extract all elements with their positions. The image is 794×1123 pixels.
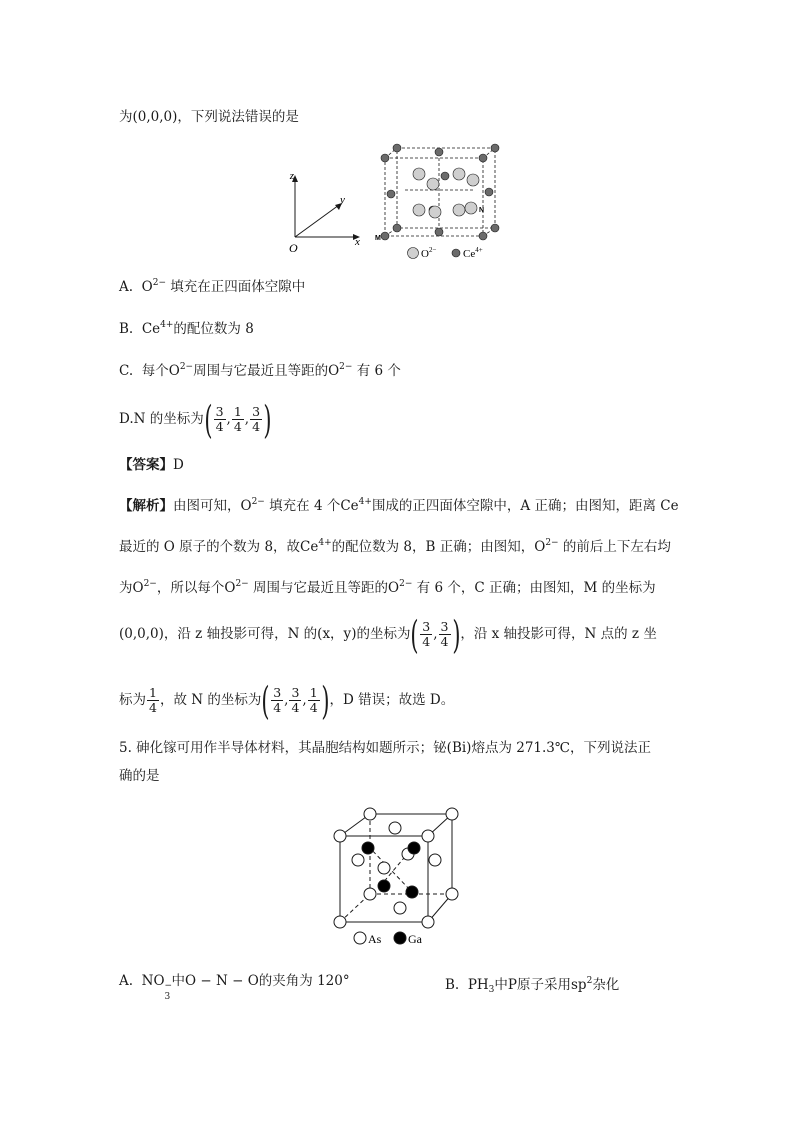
legend-as-label: As	[368, 932, 382, 946]
legend-ga-label: Ga	[408, 932, 422, 946]
option-c: C. 每个$O^{2-}$周围与它最近且等距的$O^{2-}$ 有 6 个	[119, 362, 401, 379]
option-d: D.N 的坐标为( $\frac{3}{4}$ , $\frac{1}{4}$ , $\frac{3}{4}$ )	[119, 397, 272, 442]
q5-option-b: B. $PH_3$中P原子采用$sp^2$杂化	[445, 976, 620, 995]
ceo2-cell-figure	[375, 140, 505, 266]
label-m: M	[375, 235, 381, 242]
legend-o-label: $O^{2-}$	[421, 246, 437, 260]
option-b: B. $Ce^{4+}$的配位数为 8	[119, 320, 254, 337]
axis-x-label: x	[355, 236, 360, 248]
question-intro: 为(0,0,0)，下列说法错误的是	[119, 109, 299, 125]
question-5-line-2: 确的是	[119, 768, 160, 784]
label-n: N	[479, 207, 485, 214]
axis-z-label: z	[289, 170, 294, 182]
answer: 【答案】D	[119, 457, 184, 473]
option-a: A. $O^{2-}$ 填充在正四面体空隙中	[119, 278, 306, 295]
legend-ga-swatch	[394, 932, 406, 944]
legend-ce-swatch	[452, 249, 460, 257]
legend-as-swatch	[354, 932, 366, 944]
analysis-line-1: 【解析】由图可知，$O^{2-}$ 填充在 4 个$Ce^{4+}$围成的正四面体空隙中，A 正确；由图知，距离 Ce	[119, 497, 679, 514]
analysis-line-3: 为$O^{2-}$，所以每个$O^{2-}$ 周围与它最近且等距的$O^{2-}$ 有 6 个，C 正确；由图知，M 的坐标为	[119, 579, 656, 596]
analysis-line-5: 标为 $\frac{1}{4}$ ，故 N 的坐标为( $\frac{3}{4}$ , $\frac{3}{4}$ , $\frac{1}{4}$ )，D 错误；故选 D。	[119, 678, 455, 723]
axis-y-label: y	[340, 194, 345, 206]
analysis-line-4: (0,0,0)，沿 z 轴投影可得，N 的(x，y)的坐标为( $\frac{3}{4}$ , $\frac{3}{4}$ )，沿 x 轴投影可得，N 点的 z 坐	[119, 612, 657, 657]
q5-option-a: A. NO − 3 中O − N − O的夹角为 120°	[119, 973, 350, 1002]
legend-o-swatch	[408, 248, 419, 259]
question-5-line-1: 5. 砷化镓可用作半导体材料，其晶胞结构如题所示；铋(Bi)熔点为 271.3℃，下列说法正	[119, 740, 651, 756]
origin-label: O	[289, 241, 298, 255]
analysis-line-2: 最近的 O 原子的个数为 8，故$Ce^{4+}$的配位数为 8，B 正确；由图知，$O^{2-}$ 的前后上下左右均	[119, 538, 671, 555]
axes-figure	[285, 165, 365, 257]
legend-ce-label: $Ce^{4+}$	[463, 246, 483, 260]
gaas-cell-figure	[328, 800, 464, 952]
